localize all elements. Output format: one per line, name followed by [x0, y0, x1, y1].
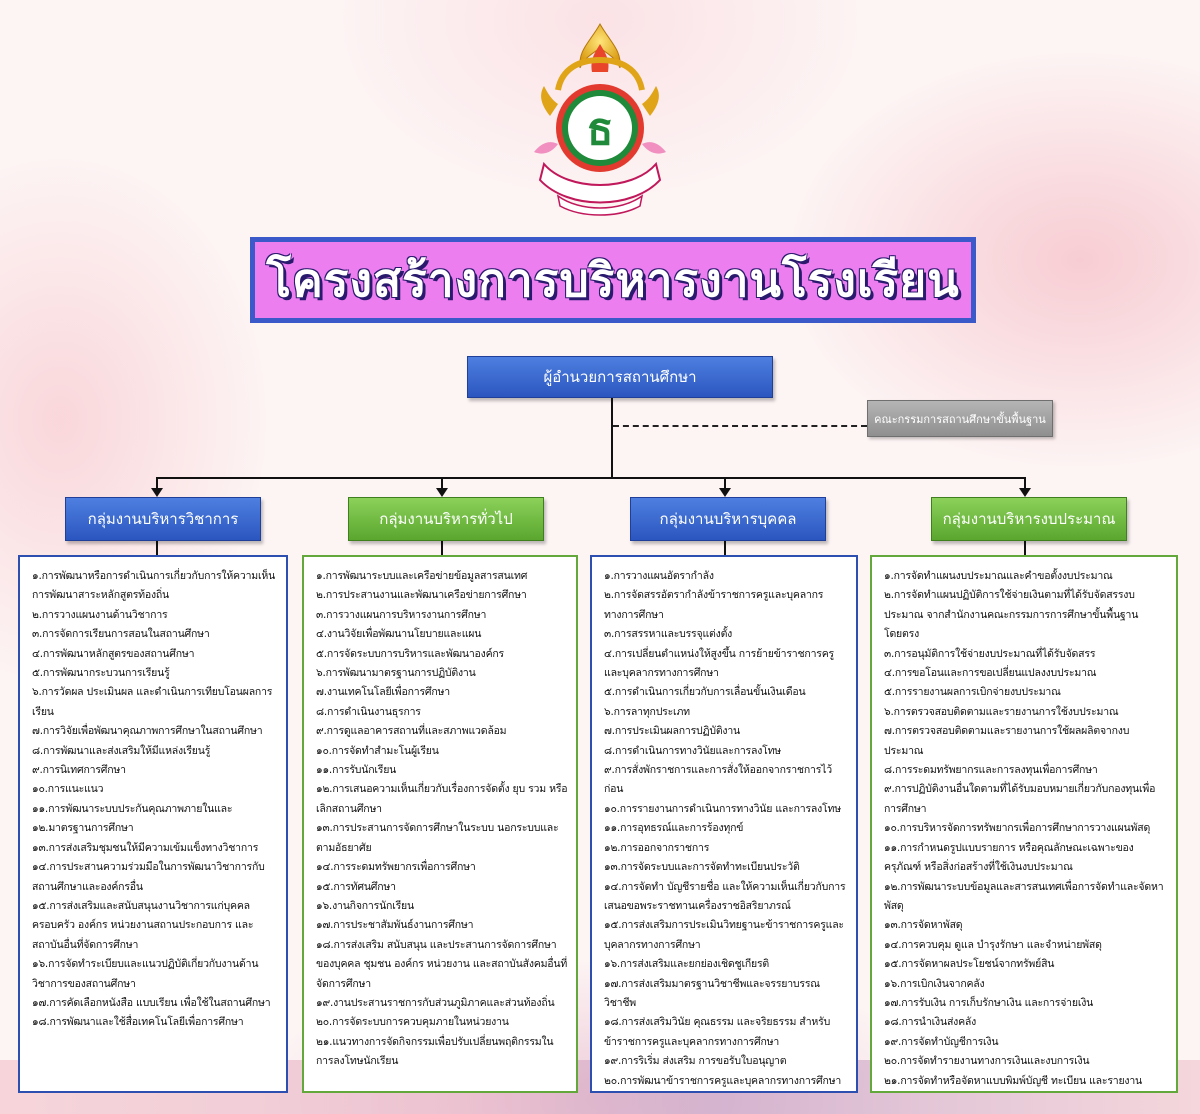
- duty-item: ๑๘.การส่งเสริมวินัย คุณธรรม และจริยธรรม สำหรับข้าราชการครูและบุคลากรทางการศึกษา: [604, 1016, 831, 1048]
- duty-item: ๖.การลาทุกประเภท: [604, 705, 690, 718]
- duty-item: ๑๔.การประสานความร่วมมือในการพัฒนาวิชาการกับสถานศึกษาและองค์กรอื่น: [32, 861, 265, 893]
- duty-item: ๒๑.การจัดทำหรือจัดหาแบบพิมพ์บัญชี ทะเบียน และรายงาน: [884, 1074, 1143, 1087]
- board-box: [867, 400, 1053, 437]
- duty-item: ๓.การสรรหาและบรรจุแต่งตั้ง: [604, 628, 733, 641]
- director-box: [467, 356, 773, 398]
- duty-item: ๑๐.การแนะแนว: [32, 783, 104, 796]
- duty-item: ๑๔.การระดมทรัพยากรเพื่อการศึกษา: [316, 861, 476, 874]
- duty-item: ๒๐.การจัดระบบการควบคุมภายในหน่วยงาน: [316, 1016, 509, 1029]
- duty-item: ๑.การจัดทำแผนงบประมาณและคำขอตั้งงบประมาณ: [884, 570, 1113, 582]
- duty-item: ๒.การวางแผนงานด้านวิชาการ: [32, 608, 168, 621]
- duty-item: ๒.การจัดทำแผนปฏิบัติการใช้จ่ายเงินตามที่ได้รับจัดสรรงบประมาณ จากสำนักงานคณะกรรมการการศึกษาขั้นพื้นฐานโดยตรง: [884, 589, 1139, 641]
- duty-item: ๔.การพัฒนาหลักสูตรของสถานศึกษา: [32, 647, 195, 660]
- duty-item: ๘.การดำเนินการทางวินัยและการลงโทษ: [604, 744, 782, 757]
- duty-item: ๑๓.การส่งเสริมชุมชนให้มีความเข้มแข็งทางวิชาการ: [32, 841, 259, 854]
- duty-item: ๒๐.การจัดทำรายงานทางการเงินและงบการเงิน: [884, 1055, 1090, 1068]
- connector-horizontal: [156, 477, 1026, 479]
- duty-item: ๑๕.การส่งเสริมและสนับสนุนงานวิชาการแก่บุคคล ครอบครัว องค์กร หน่วยงานสถานประกอบการ และสถาบันอื่นที่จัดการศึกษา: [32, 899, 254, 951]
- duty-item: ๑๑.การรับนักเรียน: [316, 764, 397, 777]
- duty-item: ๑๗.การรับเงิน การเก็บรักษาเงิน และการจ่ายเงิน: [884, 996, 1094, 1009]
- duty-item: ๓.การอนุมัติการใช้จ่ายงบประมาณที่ได้รับจัดสรร: [884, 647, 1096, 660]
- connector-board-dashed: [613, 425, 867, 427]
- duty-item: ๑.การวางแผนอัตรากำลัง: [604, 570, 714, 582]
- duty-item: ๑๗.การส่งเสริมมาตรฐานวิชาชีพและจรรยาบรรณวิชาชีพ: [604, 977, 820, 1009]
- duty-item: ๑๘.การนำเงินส่งคลัง: [884, 1016, 977, 1029]
- duty-item: ๑.การพัฒนาหรือการดำเนินการเกี่ยวกับการให้ความเห็นการพัฒนาสาระหลักสูตรท้องถิ่น: [32, 570, 276, 602]
- group-label: กลุ่มงานบริหารงบประมาณ: [942, 510, 1116, 528]
- group-header-academic: [65, 497, 261, 541]
- duty-list-general: [302, 555, 578, 1093]
- duty-item: ๑๓.การประสานการจัดการศึกษาในระบบ นอกระบบและตามอัธยาศัย: [316, 822, 559, 854]
- duty-item: ๑๖.การส่งเสริมและยกย่องเชิดชูเกียรติ: [604, 958, 770, 971]
- duty-item: ๑๒.การพัฒนาระบบข้อมูลและสารสนเทศเพื่อการจัดทำและจัดหาพัสดุ: [884, 880, 1164, 912]
- duty-list-personnel: [590, 555, 858, 1093]
- duty-item: ๘.การพัฒนาและส่งเสริมให้มีแหล่งเรียนรู้: [32, 744, 211, 757]
- duty-item: ๑๙.การริเริ่ม ส่งเสริม การขอรับใบอนุญาต: [604, 1055, 787, 1068]
- group-label: กลุ่มงานบริหารวิชาการ: [87, 510, 239, 528]
- duty-item: ๑๔.การควบคุม ดูแล บำรุงรักษา และจำหน่ายพัสดุ: [884, 938, 1102, 951]
- duty-item: ๔.การขอโอนและการขอเปลี่ยนแปลงงบประมาณ: [884, 667, 1097, 680]
- duty-item: ๑๒.การเสนอความเห็นเกี่ยวกับเรื่องการจัดตั้ง ยุบ รวม หรือเลิกสถานศึกษา: [316, 783, 568, 815]
- duty-item: ๑๒.มาตรฐานการศึกษา: [32, 822, 134, 835]
- duty-item: ๒.การประสานงานและพัฒนาเครือข่ายการศึกษา: [316, 589, 527, 602]
- duty-list-academic: [18, 555, 288, 1093]
- duty-item: ๑๑.การพัฒนาระบบประกันคุณภาพภายในและ: [32, 802, 233, 815]
- duty-item: ๕.การจัดระบบการบริหารและพัฒนาองค์กร: [316, 647, 504, 660]
- connector-panel-2: [441, 541, 443, 555]
- duty-item: ๕.การรายงานผลการเบิกจ่ายงบประมาณ: [884, 686, 1061, 699]
- duty-item: ๔.งานวิจัยเพื่อพัฒนานโยบายและแผน: [316, 628, 482, 641]
- group-label: กลุ่มงานบริหารทั่วไป: [379, 510, 513, 528]
- duty-item: ๗.การประเมินผลการปฏิบัติงาน: [604, 725, 741, 738]
- board-label: คณะกรรมการสถานศึกษาขั้นพื้นฐาน: [874, 412, 1046, 426]
- connector-panel-1: [156, 541, 158, 555]
- duty-item: ๑๙.งานประสานราชการกับส่วนภูมิภาคและส่วนท้องถิ่น: [316, 996, 555, 1009]
- duty-item: ๑๕.การจัดหาผลประโยชน์จากทรัพย์สิน: [884, 958, 1055, 971]
- duty-item: ๒๐.การพัฒนาข้าราชการครูและบุคลากรทางการศึกษา: [604, 1074, 842, 1087]
- duty-item: ๙.การดูแลอาคารสถานที่และสภาพแวดล้อม: [316, 725, 507, 738]
- duty-item: ๑๕.การทัศนศึกษา: [316, 880, 396, 893]
- arrow-down-icon: [1019, 488, 1031, 497]
- duty-item: ๒๑.แนวทางการจัดกิจกรรมเพื่อปรับเปลี่ยนพฤติกรรมในการลงโทษนักเรียน: [316, 1035, 554, 1068]
- connector-panel-4: [1024, 541, 1026, 555]
- duty-item: ๓.การวางแผนการบริหารงานการศึกษา: [316, 608, 487, 621]
- connector-panel-3: [724, 541, 726, 555]
- connector-vertical-main: [611, 398, 613, 478]
- duty-list-budget: [870, 555, 1178, 1093]
- group-label: กลุ่มงานบริหารบุคคล: [659, 510, 797, 528]
- duty-item: ๑๙.การจัดทำบัญชีการเงิน: [884, 1035, 999, 1048]
- duty-item: ๕.การพัฒนากระบวนการเรียนรู้: [32, 667, 170, 680]
- duty-item: ๑๔.การจัดทำ บัญชีรายชื่อ และให้ความเห็นเกี่ยวกับการเสนอขอพระราชทานเครื่องราชอิสริยาภรณ์: [604, 880, 846, 912]
- group-header-personnel: [630, 497, 826, 541]
- arrow-down-icon: [719, 488, 731, 497]
- duty-item: ๗.การตรวจสอบติดตามและรายงานการใช้ผลผลิตจากงบประมาณ: [884, 725, 1130, 757]
- duty-item: ๑๘.การพัฒนาและใช้สื่อเทคโนโลยีเพื่อการศึกษา: [32, 1016, 244, 1029]
- duty-item: ๙.การสั่งพักราชการและการสั่งให้ออกจากราชการไว้ก่อน: [604, 764, 832, 796]
- title-banner: [250, 237, 976, 323]
- duty-item: ๖.การวัดผล ประเมินผล และดำเนินการเทียบโอนผลการเรียน: [32, 686, 273, 718]
- duty-item: ๗.งานเทคโนโลยีเพื่อการศึกษา: [316, 686, 450, 699]
- duty-item: ๘.การระดมทรัพยากรและการลงทุนเพื่อการศึกษา: [884, 764, 1098, 777]
- duty-item: ๑๖.การจัดทำระเบียบและแนวปฏิบัติเกี่ยวกับงานด้านวิชาการของสถานศึกษา: [32, 958, 259, 990]
- duty-item: ๑๘.การส่งเสริม สนับสนุน และประสานการจัดการศึกษาของบุคคล ชุมชน องค์กร หน่วยงาน และสถาบันสังคมอื่นที่จัดการศึกษา: [316, 938, 568, 990]
- school-emblem-icon: [528, 20, 672, 216]
- duty-item: ๑๕.การส่งเสริมการประเมินวิทยฐานะข้าราชการครูและบุคลากรทางการศึกษา: [604, 919, 844, 951]
- duty-item: ๑๖.การเบิกเงินจากคลัง: [884, 977, 985, 990]
- duty-item: ๙.การนิเทศการศึกษา: [32, 764, 126, 777]
- duty-item: ๑๑.การกำหนดรูปแบบรายการ หรือคุณลักษณะเฉพาะของครุภัณฑ์ หรือสิ่งก่อสร้างที่ใช้เงินงบประมาณ: [884, 841, 1134, 874]
- group-header-budget: [931, 497, 1127, 541]
- duty-item: ๑.การพัฒนาระบบและเครือข่ายข้อมูลสารสนเทศ: [316, 570, 528, 582]
- group-header-general: [348, 497, 544, 541]
- svg-text:ธ: ธ: [586, 104, 614, 155]
- duty-item: ๑๐.การจัดทำสำมะโนผู้เรียน: [316, 744, 439, 757]
- duty-item: ๒.การจัดสรรอัตรากำลังข้าราชการครูและบุคลากรทางการศึกษา: [604, 589, 824, 621]
- duty-item: ๑๓.การจัดหาพัสดุ: [884, 919, 963, 932]
- duty-item: ๘.การดำเนินงานธุรการ: [316, 705, 421, 718]
- duty-item: ๖.การตรวจสอบติดตามและรายงานการใช้งบประมาณ: [884, 705, 1119, 718]
- duty-item: ๑๖.งานกิจการนักเรียน: [316, 899, 414, 912]
- arrow-down-icon: [151, 488, 163, 497]
- duty-item: ๗.การวิจัยเพื่อพัฒนาคุณภาพการศึกษาในสถานศึกษา: [32, 725, 263, 738]
- duty-item: ๑๗.การประชาสัมพันธ์งานการศึกษา: [316, 919, 474, 932]
- duty-item: ๓.การจัดการเรียนการสอนในสถานศึกษา: [32, 628, 210, 641]
- arrow-down-icon: [436, 488, 448, 497]
- director-label: ผู้อำนวยการสถานศึกษา: [543, 368, 697, 386]
- duty-item: ๖.การพัฒนามาตรฐานการปฏิบัติงาน: [316, 667, 476, 680]
- duty-item: ๑๓.การจัดระบบและการจัดทำทะเบียนประวัติ: [604, 861, 800, 874]
- duty-item: ๑๑.การอุทธรณ์และการร้องทุกข์: [604, 822, 744, 835]
- page-title: โครงสร้างการบริหารงานโรงเรียน: [266, 252, 960, 307]
- duty-item: ๑๐.การรายงานการดำเนินการทางวินัย และการลงโทษ: [604, 802, 841, 815]
- duty-item: ๑๐.การบริหารจัดการทรัพยากรเพื่อการศึกษาการวางแผนพัสดุ: [884, 822, 1151, 835]
- duty-item: ๕.การดำเนินการเกี่ยวกับการเลื่อนขั้นเงินเดือน: [604, 686, 806, 699]
- duty-item: ๔.การเปลี่ยนตำแหน่งให้สูงขึ้น การย้ายข้าราชการครูและบุคลากรทางการศึกษา: [604, 647, 834, 680]
- duty-item: ๑๗.การคัดเลือกหนังสือ แบบเรียน เพื่อใช้ในสถานศึกษา: [32, 996, 271, 1009]
- duty-item: ๙.การปฏิบัติงานอื่นใดตามที่ได้รับมอบหมายเกี่ยวกับกองทุนเพื่อการศึกษา: [884, 783, 1156, 815]
- duty-item: ๑๒.การออกจากราชการ: [604, 841, 710, 854]
